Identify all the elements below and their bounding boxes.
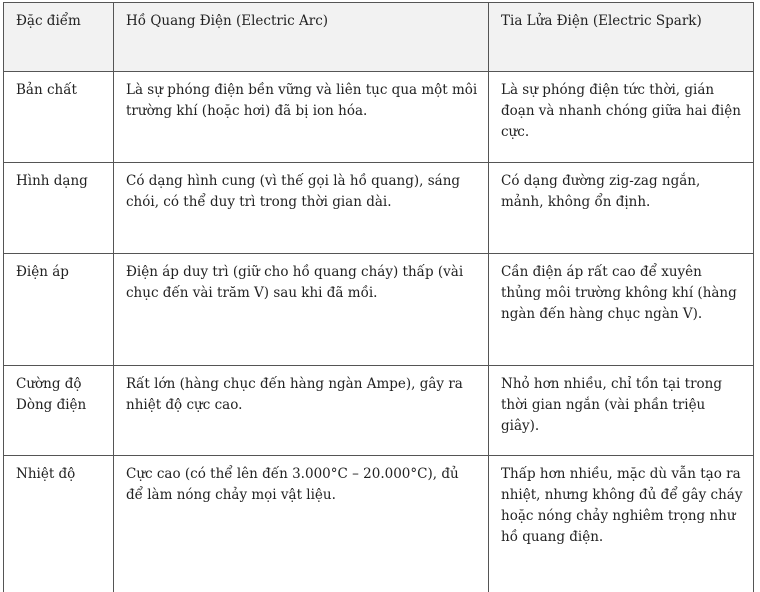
- header-feature: Đặc điểm: [4, 3, 114, 72]
- table-row: [4, 366, 754, 456]
- row-spark-cell: Thấp hơn nhiều, mặc dù vẫn tạo ra nhiệt, nhưng không đủ để gây cháy hoặc nóng chảy nghiêm trọng như hồ quang điện.: [489, 456, 754, 592]
- row-spark-cell: Có dạng đường zig-zag ngắn, mảnh, không ổn định.: [489, 163, 754, 254]
- table-row: [4, 163, 754, 254]
- table-row: [4, 72, 754, 163]
- row-arc-cell: Có dạng hình cung (vì thế gọi là hồ quang), sáng chói, có thể duy trì trong thời gian dài.: [114, 163, 489, 254]
- row-arc-cell: Điện áp duy trì (giữ cho hồ quang cháy) thấp (vài chục đến vài trăm V) sau khi đã mồi.: [114, 254, 489, 366]
- row-feature: Hình dạng: [4, 163, 114, 254]
- table-row: [4, 254, 754, 366]
- table-row: [4, 456, 754, 592]
- row-feature: Nhiệt độ: [4, 456, 114, 592]
- row-spark-cell: Là sự phóng điện tức thời, gián đoạn và nhanh chóng giữa hai điện cực.: [489, 72, 754, 163]
- row-arc-cell: Rất lớn (hàng chục đến hàng ngàn Ampe), gây ra nhiệt độ cực cao.: [114, 366, 489, 456]
- header-electric-spark: Tia Lửa Điện (Electric Spark): [489, 3, 754, 72]
- comparison-table: [3, 2, 754, 592]
- row-feature: Bản chất: [4, 72, 114, 163]
- table-header-row: [4, 3, 754, 72]
- row-feature: Cường độ Dòng điện: [4, 366, 114, 456]
- row-spark-cell: Cần điện áp rất cao để xuyên thủng môi trường không khí (hàng ngàn đến hàng chục ngàn V).: [489, 254, 754, 366]
- row-spark-cell: Nhỏ hơn nhiều, chỉ tồn tại trong thời gian ngắn (vài phần triệu giây).: [489, 366, 754, 456]
- row-arc-cell: Cực cao (có thể lên đến 3.000°C – 20.000°C), đủ để làm nóng chảy mọi vật liệu.: [114, 456, 489, 592]
- row-arc-cell: Là sự phóng điện bền vững và liên tục qua một môi trường khí (hoặc hơi) đã bị ion hóa.: [114, 72, 489, 163]
- header-electric-arc: Hồ Quang Điện (Electric Arc): [114, 3, 489, 72]
- row-feature: Điện áp: [4, 254, 114, 366]
